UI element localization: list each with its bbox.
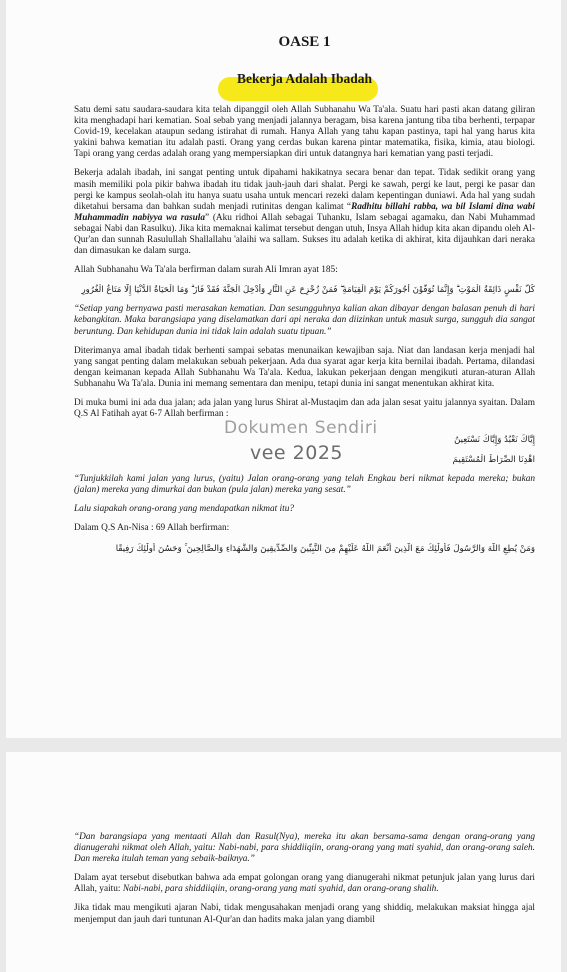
arabic-verse-an-nisa: وَمَنْ يُطِعِ اللَّهَ وَالرَّسُولَ فَأُولَٰئِكَ مَعَ الَّذِينَ أَنْعَمَ اللَّهُ عَلَيْهِمْ مِنَ النَّبِيِّينَ وَالصِّدِّيقِينَ وَالشُّهَدَاءِ وَالصَّالِحِينَ ۚ وَحَسُنَ أُولَٰئِكَ رَفِيقًا: [115, 543, 535, 554]
paragraph-empat-golongan: Dalam ayat tersebut disebutkan bahwa ada empat golongan orang yang dianugerahi nikmat petunjuk jalan yang lurus dari Allah, yaitu: Nabi-nabi, para shiddiiqiin, orang-orang yang mati syahid, dan orang-orang shalih.: [74, 873, 535, 895]
document-page-1: [6, 0, 561, 738]
arabic-verse-fatihah-6: اهْدِنَا الصِّرَاطَ الْمُسْتَقِيمَ: [452, 455, 535, 466]
translation-an-nisa: “Dan barangsiapa yang mentaati Allah dan Rasul(Nya), mereka itu akan bersama-sama dengan orang-orang yang dianugerahi nikmat oleh Allah, yaitu: Nabi-nabi, para shiddiiqiin, orang-orang yang mati syahid, dan orang-orang saleh. Dan mereka itulah teman yang sebaik-baiknya.”: [74, 832, 535, 865]
bold-italic-phrase: Radhitu billahi rabba, wa bil Islami dina wabi Muhammadin nabiyya wa rasula: [74, 201, 536, 223]
question-line: Lalu siapakah orang-orang yang mendapatkan nikmat itu?: [74, 504, 295, 515]
chapter-subtitle: Bekerja Adalah Ibadah: [236, 71, 373, 86]
paragraph-an-nisa-intro: Dalam Q.S An-Nisa : 69 Allah berfirman:: [74, 523, 230, 534]
arabic-verse-fatihah-5: إِيَّاكَ نَعْبُدُ وَإِيَّاكَ نَسْتَعِينُ: [454, 435, 535, 446]
watermark-text-line2: vee 2025: [250, 442, 344, 464]
paragraph-kematian: Satu demi satu saudara-saudara kita telah dipanggil oleh Allah Subhanahu Wa Ta'ala. Suatu hari pasti akan datang giliran kita menghadapi hari kematian. Soal sebab yang menjadi jalannya beragam, bisa karena jantung tiba tiba berhenti, terpapar Covid-19, kecelakan ataupun sedang istirahat di rumah. Hanya Allah yang tahu kapan pastinya, tapi hal yang harus kita yakini bahwa kematian itu adalah pasti. Orang yang cerdas bukan karena pintar matematika, fisika, kimia, atau biologi. Tapi orang yang cerdas adalah orang yang mempersiapkan diri untuk datangnya hari kematian yang pasti terjadi.: [74, 105, 535, 160]
arabic-verse-ali-imran: كُلُّ نَفْسٍ ذَائِقَةُ الْمَوْتِ ۗ وَإِنَّمَا تُوَفَّوْنَ أُجُورَكُمْ يَوْمَ الْقِيَامَةِ ۖ فَمَنْ زُحْزِحَ عَنِ النَّارِ وَأُدْخِلَ الْجَنَّةَ فَقَدْ فَازَ ۗ وَمَا الْحَيَاةُ الدُّنْيَا إِلَّا مَتَاعُ الْغُرُورِ: [81, 285, 535, 296]
paragraph-syarat-ibadah: Diterimanya amal ibadah tidak berhenti sampai sebatas menunaikan kewajiban saja. Niat dan landasan kerja menjadi hal yang sangat penting dalam melakukan sebuah pekerjaan. Ada dua syarat agar kerja kita bernilai ibadah. Pertama, dilandasi dengan keimanan kepada Allah Subhanahu Wa Ta'ala. Kedua, lakukan pekerjaan dengan mengikuti aturan-aturan Allah Subhanahu Wa Ta'ala. Dunia ini memang sementara dan menipu, tetapi dunia ini sangat menentukan akhirat kita.: [74, 345, 535, 389]
italic-golongan-list: Nabi-nabi, para shiddiiqiin, orang-orang yang mati syahid, dan orang-orang shalih.: [122, 884, 439, 895]
paragraph-dua-jalan: Di muka bumi ini ada dua jalan; ada jalan yang lurus Shirat al-Mustaqim dan ada jalan sesat yaitu jalannya syaitan. Dalam Q.S Al Fatihah ayat 6-7 Allah berfirman :: [74, 397, 535, 420]
watermark-text-line1: Dokumen Sendiri: [224, 418, 378, 438]
paragraph-ali-imran-intro: Allah Subhanahu Wa Ta'ala berfirman dalam surah Ali Imran ayat 185:: [74, 265, 338, 276]
document-page-2: [6, 752, 561, 972]
paragraph-ajaran-nabi: Jika tidak mau mengikuti ajaran Nabi, tidak mengusahakan menjadi orang yang shiddiq, melakukan maksiat hingga ajal menjemput dan jauh dari tuntunan Al-Qur'an dan hadits maka jalan yang diambil: [74, 903, 535, 925]
chapter-title: OASE 1: [278, 34, 331, 50]
paragraph-bekerja-ibadah: Bekerja adalah ibadah, ini sangat penting untuk dipahami hakikatnya secara benar dan tepat. Tidak sedikit orang yang masih memiliki pola pikir bahwa ibadah itu tidak jauh-jauh dari shalat. Pergi ke sawah, pergi ke laut, pergi ke pasar dan pergi ke kampus seolah-olah itu hanya suatu usaha untuk mencari rezeki dalam kepentingan duniawi. Ada hal yang sudah diketahui bersama dan bahkan sudah menjadi rutinitas dengan kalimat “Radhitu billahi rabba, wa bil Islami dina wabi Muhammadin nabiyya wa rasula” (Aku ridhoi Allah sebagai Tuhanku, Islam sebagai agamaku, dan Nabi Muhammad sebagai Nabi dan Rasulku). Jika kita memaknai kalimat tersebut dengan utuh, Insya Allah hidup kita akan dipandu oleh Al-Qur'an dan sunnah Rasulullah Shallallahu 'alaihi wa sallam. Sukses itu adalah ketika di akhirat, kita dijauhkan dari neraka dan dimasukan ke dalam surga.: [74, 168, 536, 257]
translation-ali-imran: “Setiap yang bernyawa pasti merasakan kematian. Dan sesungguhnya kalian akan dibayar dengan balasan penuh di hari kebangkitan. Maka barangsiapa yang diselamatkan dari api neraka dan diizinkan untuk masuk surga, sungguh dia sangat beruntung. Dan kehidupan dunia ini tidak lain adalah suatu tipuan.”: [74, 304, 535, 337]
translation-fatihah: “Tunjukkilah kami jalan yang lurus, (yaitu) Jalan orang-orang yang telah Engkau beri nikmat kepada mereka; bukan (jalan) mereka yang dimurkai dan bukan (pula jalan) mereka yang sesat.”: [74, 474, 535, 496]
